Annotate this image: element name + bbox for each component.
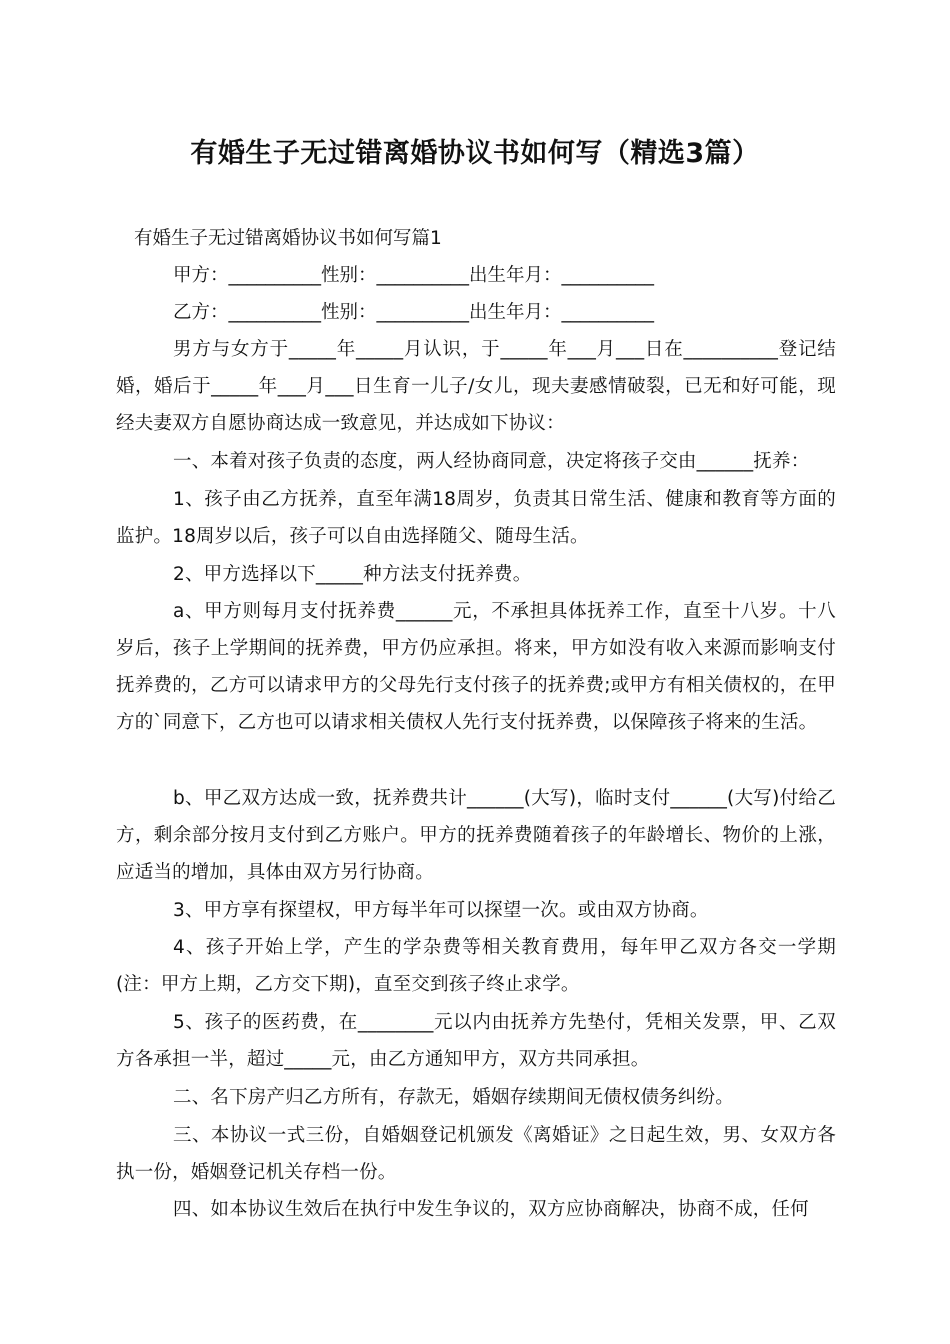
party-b-line: 乙方：__________性别：__________出生年月：__________ xyxy=(173,302,655,323)
paragraph-clause-1: 一、本着对孩子负责的态度，两人经协商同意，决定将孩子交由______抚养： xyxy=(173,451,810,472)
paragraph-item-a: a、甲方则每月支付抚养费______元，不承担具体抚养工作，直至十八岁。十八岁后，孩子上学期间的抚养费，甲方仍应承担。将来，甲方如没有收入来源而影响支付抚养费的，乙方可以请求甲方的父母先行支付孩子的抚养费;或甲方有相关债权的，在甲方的`同意下，乙方也可以请求相关债权人先行支付抚养费，以保障孩子将来的生活。 xyxy=(116,601,836,733)
paragraph-item-5: 5、孩子的医药费，在________元以内由抚养方先垫付，凭相关发票，甲、乙双方各承担一半，超过_____元，由乙方通知甲方，双方共同承担。 xyxy=(116,1012,836,1070)
paragraph-item-2: 2、甲方选择以下_____种方法支付抚养费。 xyxy=(173,564,532,585)
paragraph-item-1: 1、孩子由乙方抚养，直至年满18周岁，负责其日常生活、健康和教育等方面的监护。18周岁以后，孩子可以自由选择随父、随母生活。 xyxy=(116,489,836,547)
section-heading: 有婚生子无过错离婚协议书如何写篇1 xyxy=(134,228,442,249)
document-title: 有婚生子无过错离婚协议书如何写（精选3篇） xyxy=(190,138,760,169)
paragraph-item-3: 3、甲方享有探望权，甲方每半年可以探望一次。或由双方协商。 xyxy=(173,900,709,921)
paragraph-clause-4: 四、如本协议生效后在执行中发生争议的，双方应协商解决，协商不成，任何 xyxy=(173,1199,809,1220)
paragraph-intro: 男方与女方于_____年_____月认识，于_____年___月___日在__________登记结婚，婚后于_____年___月___日生育一儿子/女儿，现夫妻感情破裂，已无和好可能，现经夫妻双方自愿协商达成一致意见，并达成如下协议： xyxy=(116,339,836,434)
party-a-line: 甲方：__________性别：__________出生年月：__________ xyxy=(173,265,655,286)
paragraph-clause-2: 二、名下房产归乙方所有，存款无，婚姻存续期间无债权债务纠纷。 xyxy=(173,1087,735,1108)
paragraph-item-4: 4、孩子开始上学，产生的学杂费等相关教育费用，每年甲乙双方各交一学期(注：甲方上期，乙方交下期)，直至交到孩子终止求学。 xyxy=(116,937,836,995)
paragraph-item-b: b、甲乙双方达成一致，抚养费共计______(大写)，临时支付______(大写)付给乙方，剩余部分按月支付到乙方账户。甲方的抚养费随着孩子的年龄增长、物价的上涨，应适当的增加，具体由双方另行协商。 xyxy=(116,788,836,883)
paragraph-clause-3: 三、本协议一式三份，自婚姻登记机颁发《离婚证》之日起生效，男、女双方各执一份，婚姻登记机关存档一份。 xyxy=(116,1125,836,1183)
